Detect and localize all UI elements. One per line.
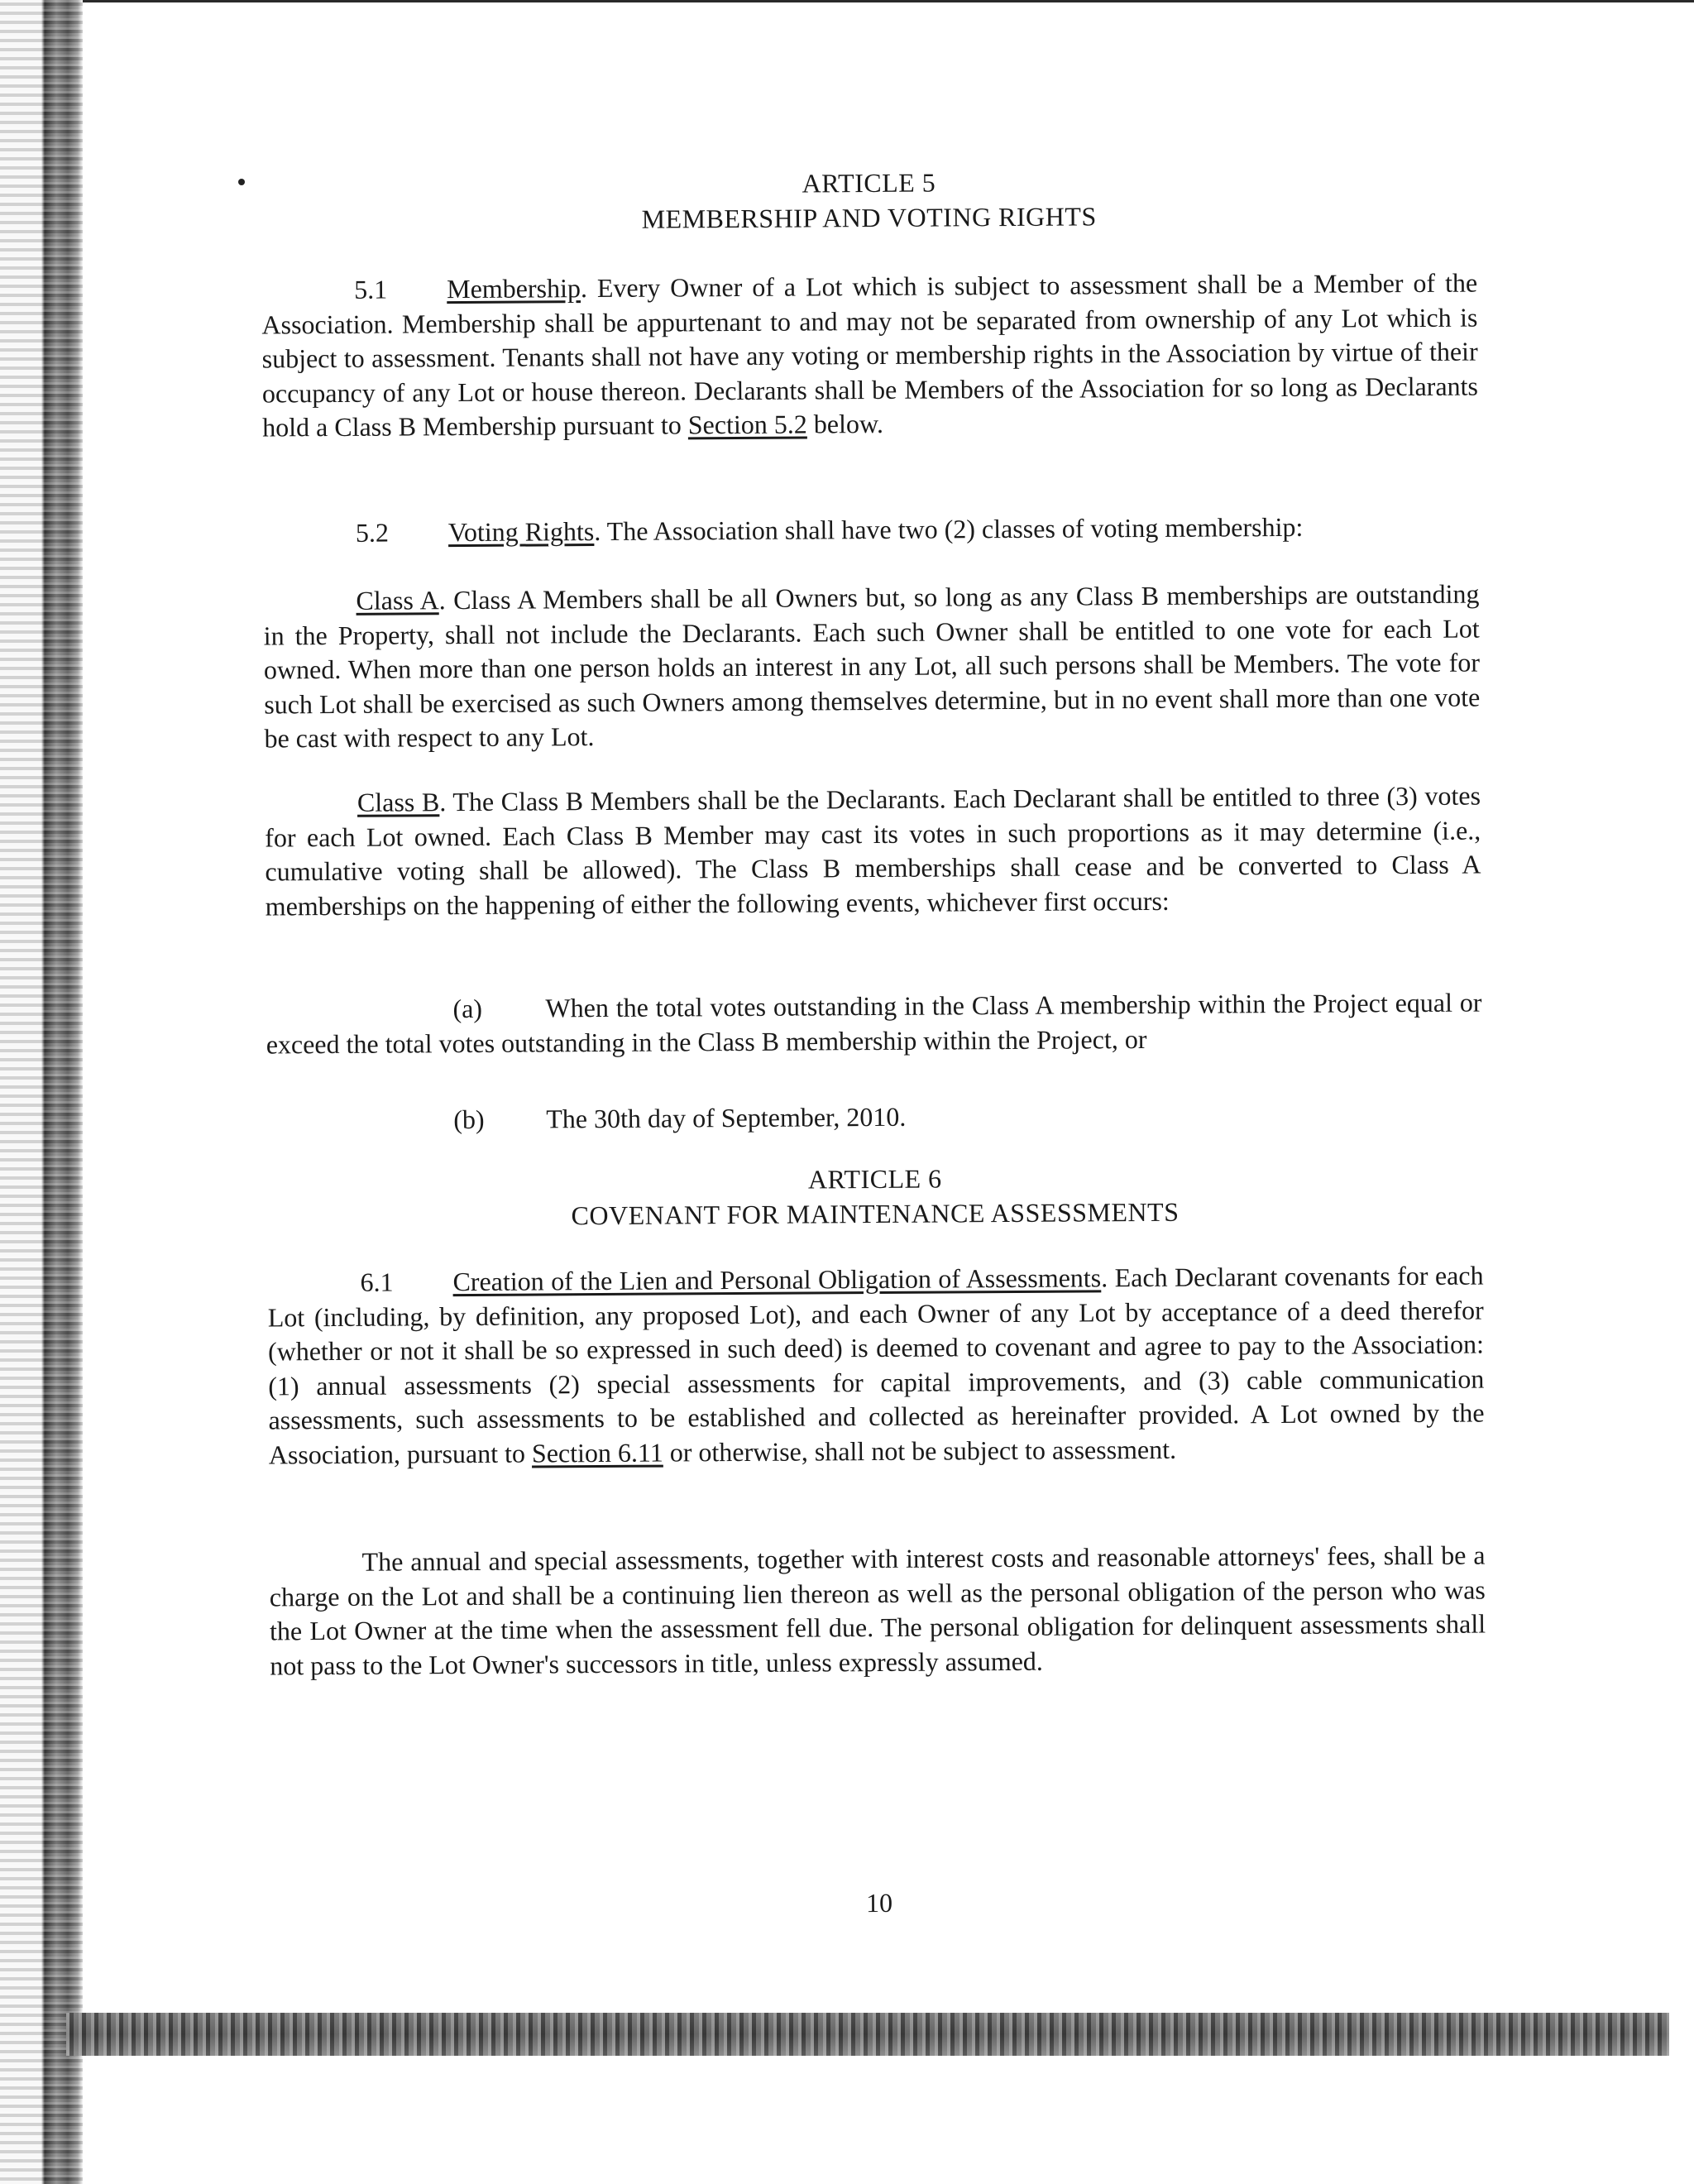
class-b-text: . The Class B Members shall be the Declarants. Each Declarant shall be entitled to three (3) votes for each Lot owned. Each Class B Member may cast its votes in such proportions as it may determine (i.e., cumulative voting shall be allowed). The Class B memberships shall cease and be converted to Class A memberships on the happening of either the following events, whichever first occurs: <box>265 780 1481 921</box>
section-5-2-text: . The Association shall have two (2) classes of voting membership: <box>594 511 1304 547</box>
section-5-1-text-end: below. <box>806 408 884 439</box>
item-b-paragraph <box>266 1097 1482 1138</box>
article-6-title: ARTICLE 6 <box>807 1163 942 1195</box>
class-a-paragraph <box>263 577 1480 756</box>
section-6-1-text-end: or otherwise, shall not be subject to assessment. <box>663 1434 1177 1468</box>
item-a-text: When the total votes outstanding in the Class A membership within the Project equal or exceed the total votes outstanding in the Class B membership within the Project, or <box>266 987 1482 1059</box>
assessment-charge-text: The annual and special assessments, together with interest costs and reasonable attorneys' fees, shall be a charge on the Lot and shall be a continuing lien thereon as well as the personal obligation of the person who was the Lot Owner at the time when the assessment fell due. The personal obligation for delinquent assessments shall not pass to the Lot Owner's successors in title, unless expressly assumed. <box>269 1540 1486 1680</box>
page-number: 10 <box>865 1887 893 1918</box>
assessment-charge-paragraph <box>269 1538 1486 1683</box>
section-5-2-heading: Voting Rights <box>447 516 595 548</box>
scan-top-edge <box>0 0 1694 2</box>
class-a-text: . Class A Members shall be all Owners but, so long as any Class B memberships are outstanding in the Property, shall not include the Declarants. Each such Owner shall be entitled to one vote for each Lot owned. When more than one person holds an interest in any Lot, all such persons shall be Members. The vote for such Lot shall be exercised as such Owners among themselves determine, but in no event shall more than one vote be cast with respect to any Lot. <box>263 578 1481 754</box>
scan-speck <box>238 179 245 185</box>
item-a-label: (a) <box>452 993 483 1024</box>
section-5-1-paragraph <box>261 266 1478 445</box>
section-5-1-heading: Membership <box>447 273 581 304</box>
item-a-paragraph <box>266 986 1481 1062</box>
section-5-2-paragraph <box>263 510 1479 551</box>
section-5-2-reference: Section 5.2 <box>687 409 807 440</box>
section-5-1-number: 5.1 <box>354 274 388 304</box>
article-6-heading <box>267 1158 1483 1235</box>
section-5-1-text: . Every Owner of a Lot which is subject to assessment shall be a Member of the Association. Membership shall be appurtenant to and may not be separated from ownership of any Lot which is subject to assessment. Tenants shall not have any voting or membership rights in the Association by virtue of their occupancy of any Lot or house thereon. Declarants shall be Members of the Association for so long as Declarants hold a Class B Membership pursuant to <box>261 267 1479 443</box>
section-6-1-text: . Each Declarant covenants for each Lot (including, by definition, any proposed Lot), and each Owner of any Lot by acceptance of a deed therefor (whether or not it shall be so expressed in such deed) is deemed to covenant and agree to pay to the Association: (1) annual assessments (2) special assessments for capital improvements, and (3) cable communication assessments, such assessments to be established and collected as hereinafter provided. A Lot owned by the Association, pursuant to <box>267 1260 1485 1469</box>
class-b-paragraph <box>265 779 1481 924</box>
class-a-heading: Class A <box>356 585 439 615</box>
section-6-1-heading: Creation of the Lien and Personal Obligation of Assessments <box>452 1262 1102 1297</box>
scan-left-margin <box>0 0 83 2184</box>
item-b-label: (b) <box>453 1104 485 1135</box>
article-5-subtitle: MEMBERSHIP AND VOTING RIGHTS <box>641 201 1097 234</box>
section-6-1-paragraph <box>267 1259 1484 1473</box>
article-6-subtitle: COVENANT FOR MAINTENANCE ASSESSMENTS <box>571 1196 1180 1231</box>
article-5-title: ARTICLE 5 <box>802 167 936 199</box>
article-5-heading <box>261 162 1476 239</box>
section-6-11-reference: Section 6.11 <box>531 1437 663 1468</box>
class-b-heading: Class B <box>357 787 440 817</box>
item-b-text: The 30th day of September, 2010. <box>546 1101 907 1134</box>
section-5-2-number: 5.2 <box>355 517 390 548</box>
section-6-1-number: 6.1 <box>360 1267 394 1297</box>
scan-bottom-band <box>66 2013 1669 2056</box>
